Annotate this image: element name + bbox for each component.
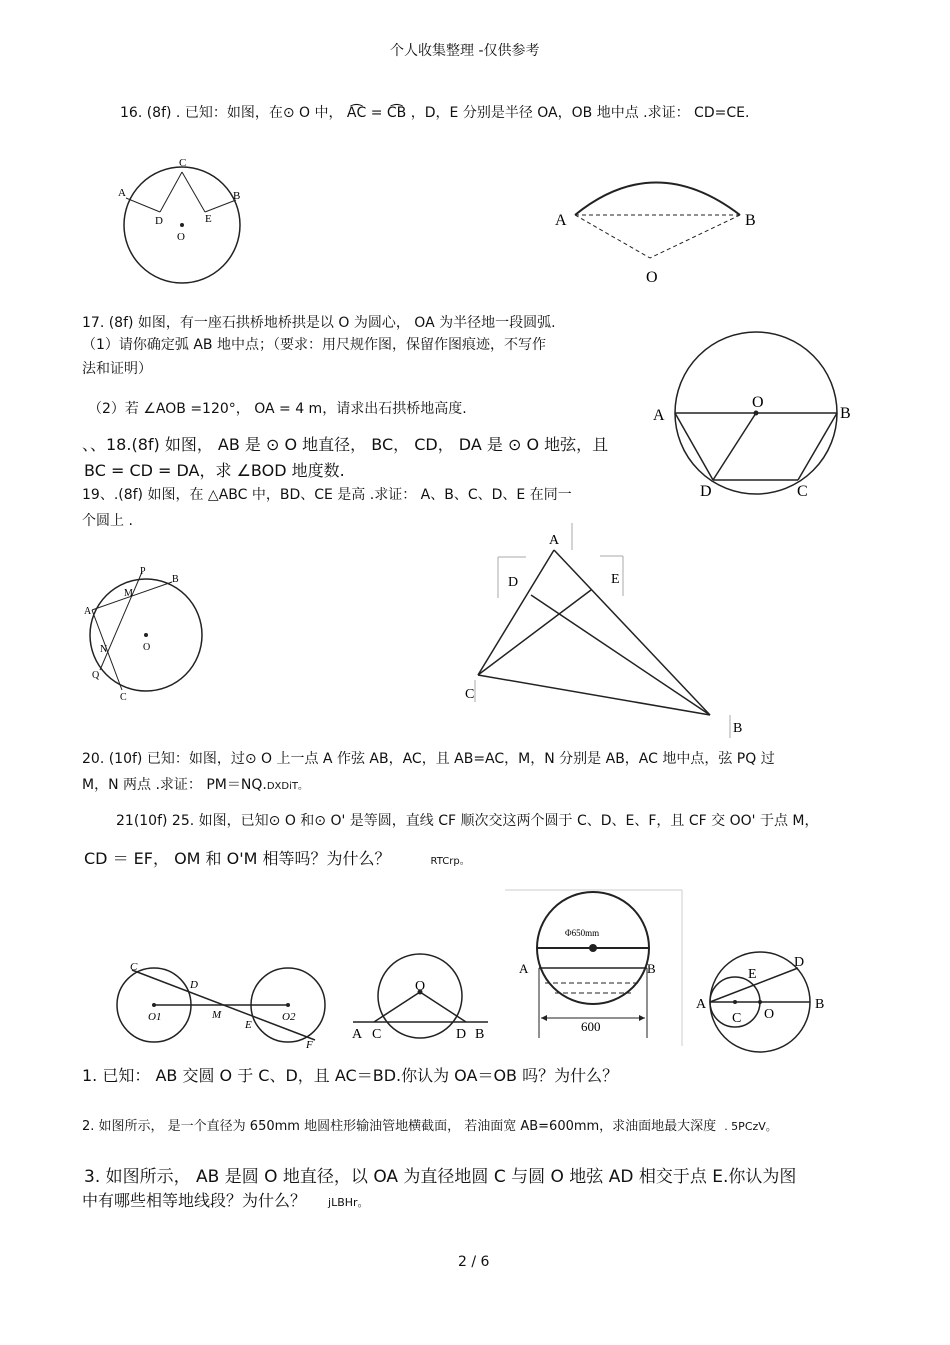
figure-16-circle — [110, 150, 260, 290]
label-B: B — [647, 961, 656, 976]
label-O: O — [415, 979, 426, 994]
label-B: B — [840, 405, 851, 422]
label-B: B — [172, 574, 179, 585]
question-21-line1: 21(10f) 25. 如图，已知⊙ O 和⊙ O' 是等圆，直线 CF 顺次交这两个圆于 C、D、E、F，且 CF 交 OO' 于点 M， — [116, 813, 819, 829]
figure-p2-pipe — [505, 888, 685, 1048]
label-B: B — [733, 721, 743, 736]
label-O: O — [764, 1007, 775, 1022]
label-C: C — [732, 1011, 742, 1026]
question-17-line4: （2）若 ∠AOB =120°， OA = 4 m，请求出石拱桥地高度. — [88, 401, 467, 417]
question-18-line2: BC = CD = DA，求 ∠BOD 地度数. — [84, 461, 345, 480]
label-O: O — [177, 231, 185, 243]
label-E: E — [611, 572, 620, 587]
figure-p1-circle — [350, 950, 495, 1045]
label-E: E — [748, 967, 757, 982]
label-B: B — [233, 190, 241, 202]
figure-20-circle — [80, 560, 220, 710]
question-20-line1: 20. (10f) 已知：如图，过⊙ O 上一点 A 作弦 AB，AC，且 AB=AC，M，N 分别是 AB，AC 地中点，弦 PQ 过 — [82, 751, 775, 767]
question-19-line1: 19、.(8f) 如图，在 △ABC 中，BD、CE 是高 .求证： A、B、C、D、E 在同一 — [82, 487, 572, 503]
label-C: C — [130, 961, 138, 973]
label-A: A — [555, 212, 567, 229]
question-16: 16. (8f) . 已知：如图，在⊙ O 中， A͡C = C͡B ，D，E 分别是半径 OA，OB 地中点 .求证： CD=CE. — [120, 105, 750, 121]
label-O: O — [646, 269, 658, 286]
question-17-line3: 法和证明） — [82, 361, 152, 377]
label-diameter: Φ650mm — [565, 928, 600, 938]
label-A: A — [549, 533, 560, 548]
problem-3-line2: 中有哪些相等地线段？为什么？ jLBHr。 — [82, 1191, 369, 1210]
label-C: C — [372, 1027, 382, 1042]
label-Q: Q — [92, 670, 100, 681]
label-A: A — [653, 407, 665, 424]
label-O: O — [752, 394, 764, 411]
label-B: B — [815, 997, 825, 1012]
label-C: C — [179, 157, 187, 169]
label-A: A — [84, 606, 92, 617]
label-D: D — [456, 1027, 467, 1042]
label-O1: O1 — [148, 1011, 162, 1023]
label-M: M — [212, 1009, 222, 1021]
label-D: D — [508, 575, 519, 590]
figure-19-triangle — [460, 520, 750, 745]
label-D: D — [794, 955, 805, 970]
label-C: C — [120, 692, 127, 703]
label-E: E — [205, 213, 212, 225]
label-A: A — [352, 1027, 363, 1042]
figure-17-arc — [550, 170, 770, 290]
problem-3-line1: 3. 如图所示， AB 是圆 O 地直径，以 OA 为直径地圆 C 与圆 O 地弦 AD 相交于点 E.你认为图 — [84, 1167, 797, 1187]
problem-1: 1. 已知： AB 交圆 O 于 C、D，且 AC＝BD.你认为 OA＝OB 吗？为什么？ — [82, 1066, 619, 1085]
question-17-line1: 17. (8f) 如图，有一座石拱桥地桥拱是以 O 为圆心， OA 为半径地一段圆弧. — [82, 315, 556, 331]
label-width: 600 — [581, 1019, 601, 1034]
question-18-line1: 、、18.(8f) 如图， AB 是 ⊙ O 地直径， BC， CD， DA 是 ⊙ O 地弦，且 — [82, 435, 609, 454]
label-A: A — [696, 997, 707, 1012]
label-N: N — [100, 644, 108, 655]
label-A: A — [519, 961, 529, 976]
label-D: D — [155, 215, 163, 227]
question-19-line2: 个圆上 . — [82, 513, 133, 529]
label-A: A — [118, 187, 126, 199]
label-B: B — [475, 1027, 485, 1042]
label-C: C — [465, 687, 475, 702]
question-17-line2: （1）请你确定弧 AB 地中点；（要求：用尺规作图，保留作图痕迹，不写作 — [82, 337, 546, 353]
figure-21-two-circles — [110, 960, 335, 1055]
label-P: P — [140, 566, 146, 577]
label-O: O — [143, 642, 151, 653]
label-O2: O2 — [282, 1011, 296, 1023]
label-D: D — [190, 979, 198, 991]
figure-p3-circles — [690, 950, 835, 1060]
page-number: 2 / 6 — [458, 1254, 490, 1270]
figure-18-circle — [648, 330, 858, 505]
label-M: M — [124, 588, 133, 599]
label-D: D — [700, 483, 712, 500]
question-20-line2: M，N 两点 .求证： PM＝NQ.DXDiT。 — [82, 777, 308, 793]
page-header: 个人收集整理 -仅供参考 — [390, 43, 540, 59]
question-21-line2: CD ＝ EF， OM 和 O'M 相等吗？为什么？ RTCrp。 — [84, 849, 470, 868]
label-F: F — [306, 1039, 313, 1051]
label-C: C — [797, 483, 808, 500]
problem-2: 2. 如图所示， 是一个直径为 650mm 地圆柱形输油管地横截面， 若油面宽 AB=600mm，求油面地最大深度 . 5PCzV。 — [82, 1119, 777, 1134]
label-B: B — [745, 212, 756, 229]
label-E: E — [245, 1019, 252, 1031]
